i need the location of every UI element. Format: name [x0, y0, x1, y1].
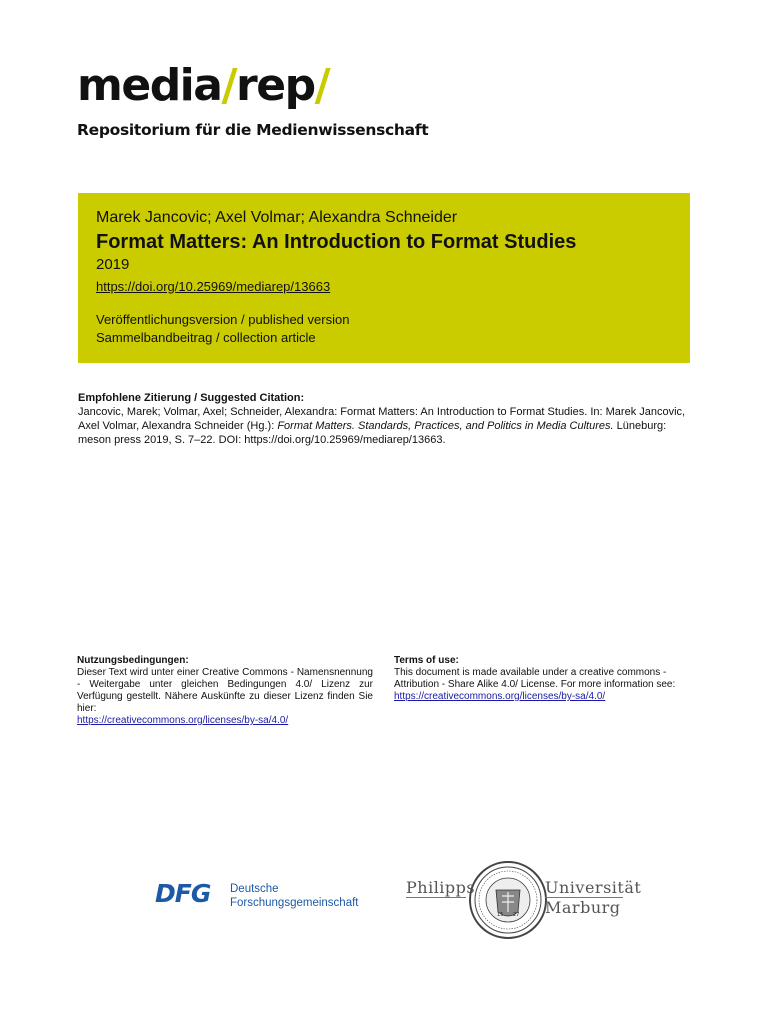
- pm-philipps-text: Philipps: [406, 878, 476, 897]
- philipps-universitaet-marburg-logo: [404, 860, 642, 940]
- logo-rep: rep: [236, 60, 315, 111]
- terms-english-text: This document is made available under a creative commons - Attribution - Share Alike 4.0/ License. For more information see:: [394, 667, 676, 690]
- dfg-name: [230, 882, 358, 910]
- license-link-german[interactable]: https://creativecommons.org/licenses/by-sa/4.0/: [77, 715, 289, 726]
- record-banner: [78, 193, 690, 363]
- dfg-name-line2: Forschungsgemeinschaft: [230, 897, 359, 909]
- pm-universitaet-text: Universität: [545, 878, 642, 897]
- record-title: Format Matters: An Introduction to Format Studies: [96, 231, 577, 253]
- logo-slash: /: [221, 60, 237, 111]
- mediarep-logo: [77, 62, 329, 110]
- pm-marburg-text: Marburg: [545, 898, 621, 917]
- record-authors: Marek Jancovic; Axel Volmar; Alexandra Schneider: [96, 209, 458, 226]
- repository-tagline: Repositorium für die Medienwissenschaft: [77, 121, 429, 139]
- record-version: Veröffentlichungsversion / published version: [96, 312, 350, 327]
- citation-text: Jancovic, Marek; Volmar, Axel; Schneider, Alexandra: Format Matters: An Introduction to Format Studies. In: Marek Jancovic, Axel Volmar, Alexandra Schneider (Hg.):: [78, 406, 686, 432]
- suggested-citation: [78, 391, 690, 447]
- terms-german: [77, 655, 373, 727]
- seal-year-left: 15: [497, 912, 504, 918]
- record-doi-link[interactable]: https://doi.org/10.25969/mediarep/13663: [96, 279, 331, 294]
- terms-english: [394, 655, 690, 703]
- license-link-english[interactable]: https://creativecommons.org/licenses/by-sa/4.0/: [394, 691, 606, 702]
- dfg-mark: DFG: [155, 879, 211, 908]
- university-seal-icon: [468, 860, 548, 940]
- citation-publisher: Lüneburg: meson press 2019, S. 7–22. DOI: https://doi.org/10.25969/mediarep/13663.: [78, 420, 667, 446]
- terms-german-text: Dieser Text wird unter einer Creative Commons - Namensnennung - Weitergabe unter gleichen Bedingungen 4.0/ Lizenz zur Verfügung gestellt. Nähere Auskünfte zu dieser Lizenz finden Sie hier:: [77, 667, 373, 714]
- citation-label: Empfohlene Zitierung / Suggested Citation:: [78, 392, 305, 404]
- seal-year-right: 27: [513, 912, 520, 918]
- terms-german-label: Nutzungsbedingungen:: [77, 655, 189, 666]
- logo-slash: /: [314, 60, 330, 111]
- pm-rule-left: [406, 897, 466, 898]
- citation-book-title: Format Matters. Standards, Practices, and Politics in Media Cultures.: [277, 420, 614, 432]
- dfg-name-line1: Deutsche: [230, 883, 279, 895]
- record-year: 2019: [96, 256, 130, 273]
- logo-media: media: [77, 60, 222, 111]
- terms-english-label: Terms of use:: [394, 655, 459, 666]
- record-type: Sammelbandbeitrag / collection article: [96, 330, 316, 345]
